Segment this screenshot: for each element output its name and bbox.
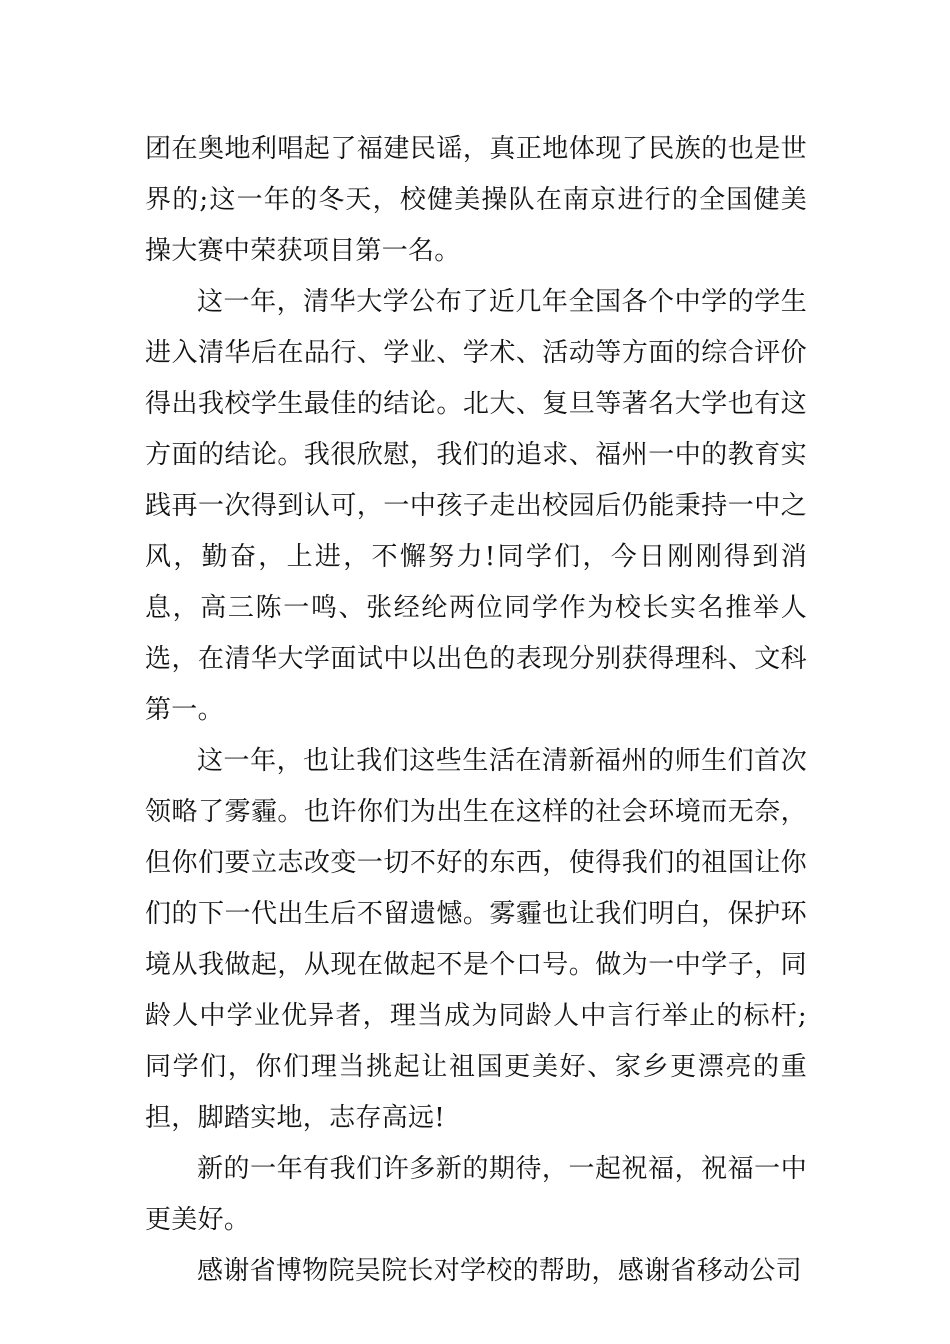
paragraph-continued: 团在奥地利唱起了福建民谣，真正地体现了民族的也是世界的;这一年的冬天，校健美操队在南京进行的全国健美操大赛中荣获项目第一名。 <box>145 134 807 266</box>
paragraph: 新的一年有我们许多新的期待，一起祝福，祝福一中更美好。 <box>145 1154 807 1235</box>
document-body <box>145 124 807 1297</box>
paragraph: 感谢省博物院吴院长对学校的帮助，感谢省移动公司 <box>197 1256 802 1286</box>
paragraph: 这一年，清华大学公布了近几年全国各个中学的学生进入清华后在品行、学业、学术、活动等方面的综合评价得出我校学生最佳的结论。北大、复旦等著名大学也有这方面的结论。我很欣慰，我们的追求、福州一中的教育实践再一次得到认可，一中孩子走出校园后仍能秉持一中之风，勤奋，上进，不懈努力!同学们，今日刚刚得到消息，高三陈一鸣、张经纶两位同学作为校长实名推举人选，在清华大学面试中以出色的表现分别获得理科、文科第一。 <box>145 287 807 725</box>
paragraph: 这一年，也让我们这些生活在清新福州的师生们首次领略了雾霾。也许你们为出生在这样的社会环境而无奈，但你们要立志改变一切不好的东西，使得我们的祖国让你们的下一代出生后不留遗憾。雾霾也让我们明白，保护环境从我做起，从现在做起不是个口号。做为一中学子，同龄人中学业优异者，理当成为同龄人中言行举止的标杆;同学们，你们理当挑起让祖国更美好、家乡更漂亮的重担，脚踏实地，志存高远! <box>145 746 807 1133</box>
